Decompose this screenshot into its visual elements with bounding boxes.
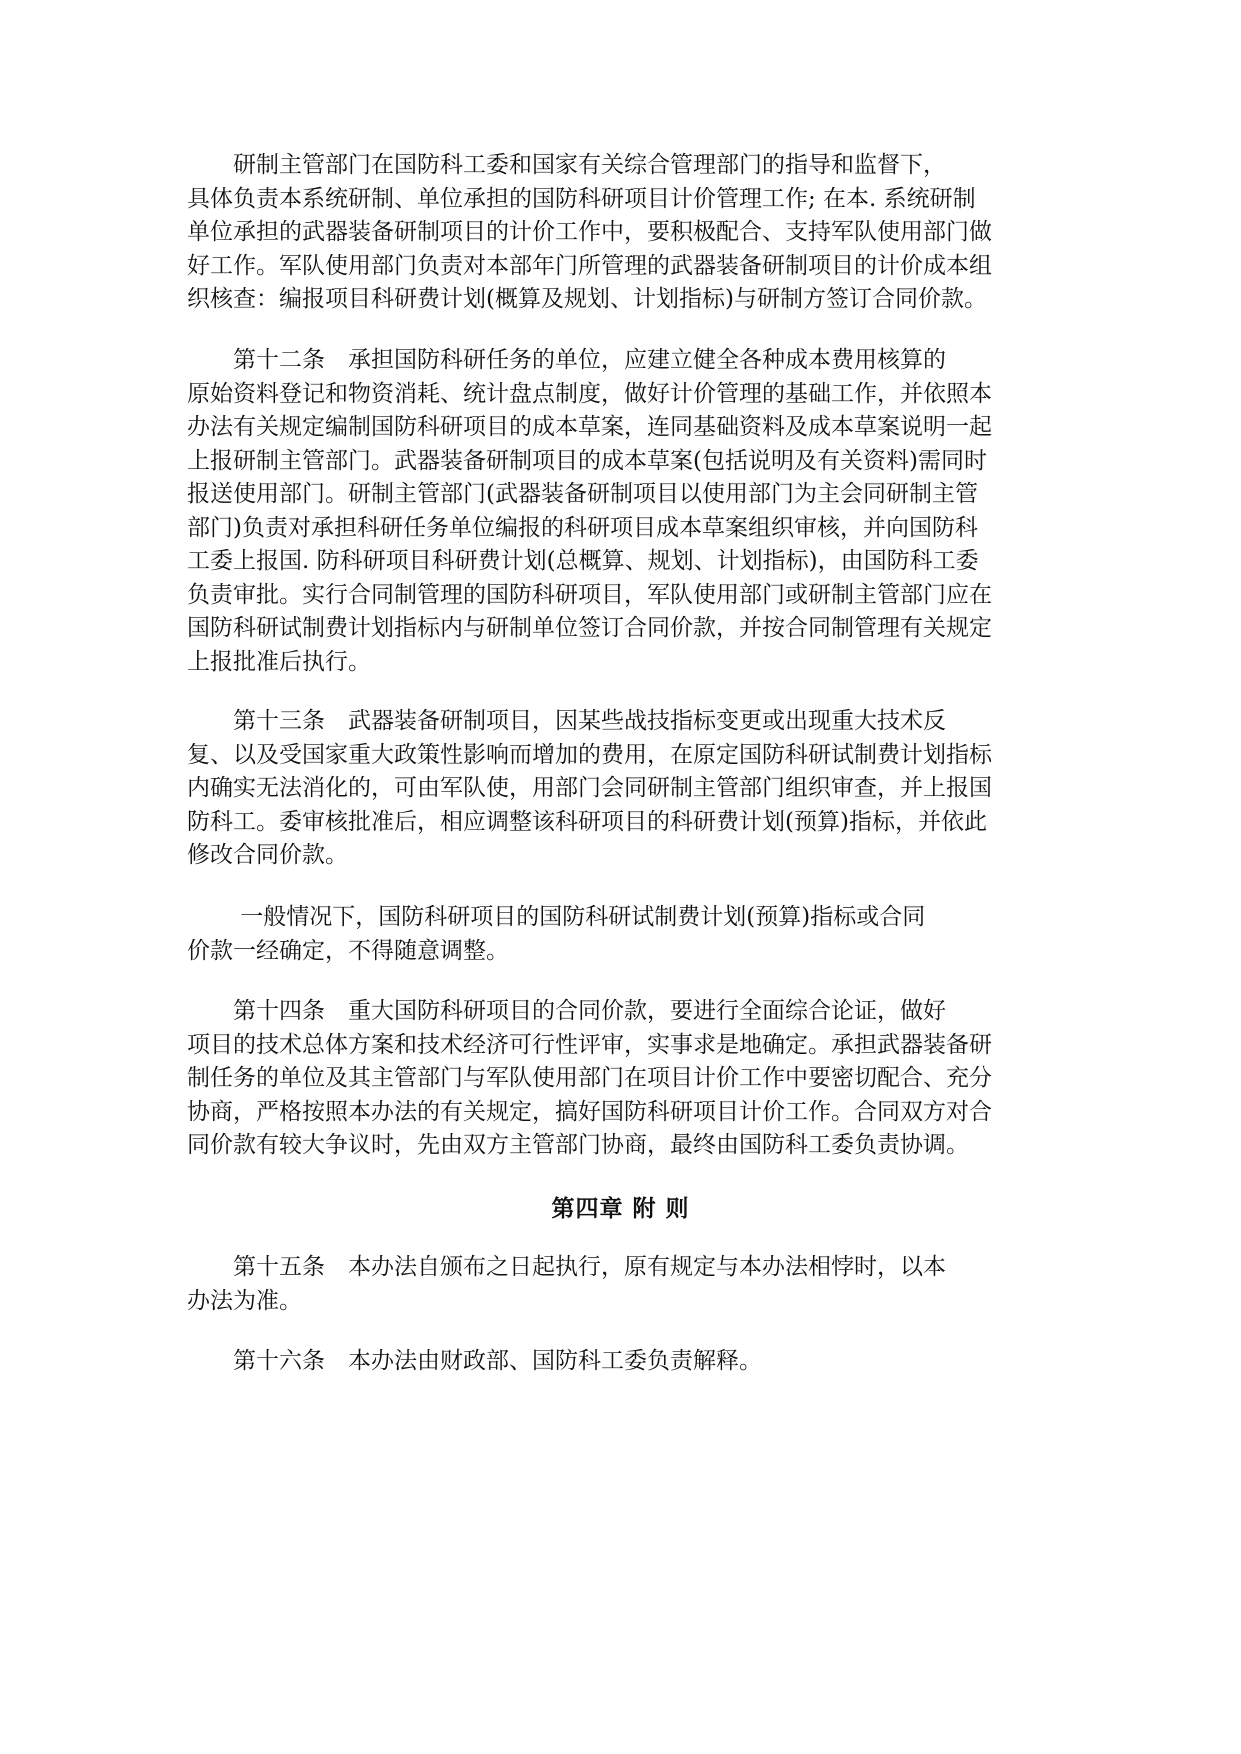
text-line: 同价款有较大争议时，先由双方主管部门协商，最终由国防科工委负责协调。 (187, 1132, 969, 1158)
text-line: 具体负责本系统研制、单位承担的国防科研项目计价管理工作; 在本. 系统研制 (187, 185, 976, 212)
paragraph-article-12 (187, 344, 1049, 679)
text-line: 好工作。军队使用部门负责对本部年门所管理的武器装备研制项目的计价成本组 (187, 252, 992, 279)
paragraph-article-13 (187, 705, 1049, 873)
text-line: 第十六条 本办法由财政部、国防科工委负责解释。 (187, 1348, 762, 1374)
chapter-heading: 第四章 附 则 (551, 1195, 690, 1222)
text-line: 复、以及受国家重大政策性影响而增加的费用，在原定国防科研试制费计划指标 (187, 741, 992, 768)
text-line: 织核查：编报项目科研费计划(概算及规划、计划指标)与研制方签订合同价款。 (187, 286, 987, 312)
text-line: 第十四条 重大国防科研项目的合同价款，要进行全面综合论证，做好 (187, 998, 946, 1024)
text-line: 第十五条 本办法自颁布之日起执行，原有规定与本办法相悖时，以本 (187, 1254, 946, 1280)
text-line: 修改合同价款。 (187, 842, 348, 868)
text-line: 价款一经确定，不得随意调整。 (187, 937, 509, 964)
text-line: 第十二条 承担国防科研任务的单位，应建立健全各种成本费用核算的 (187, 347, 946, 373)
text-line: 项目的技术总体方案和技术经济可行性评审，实事求是地确定。承担武器装备研 (187, 1031, 992, 1058)
text-line: 研制主管部门在国防科工委和国家有关综合管理部门的指导和监督下， (187, 152, 946, 178)
text-line: 上报批准后执行。 (187, 648, 371, 675)
text-line: 部门)负责对承担科研任务单位编报的科研项目成本草案组织审核，并向国防科 (187, 514, 978, 541)
text-line: 工委上报国. 防科研项目科研费计划(总概算、规划、计划指标)，由国防科工委 (187, 548, 979, 574)
text-line: 国防科研试制费计划指标内与研制单位签订合同价款，并按合同制管理有关规定 (187, 615, 992, 641)
text-line: 内确实无法消化的，可由军队使，用部门会同研制主管部门组织审查，并上报国 (187, 775, 992, 801)
text-line: 一般情况下，国防科研项目的国防科研试制费计划(预算)指标或合同 (187, 904, 926, 930)
paragraph-article-14 (187, 995, 1049, 1163)
text-line: 办法有关规定编制国防科研项目的成本草案，连同基础资料及成本草案说明一起 (187, 414, 992, 440)
paragraph-supervision (187, 149, 1049, 317)
text-line: 原始资料登记和物资消耗、统计盘点制度，做好计价管理的基础工作，并依照本 (187, 380, 992, 407)
text-line: 报送使用部门。研制主管部门(武器装备研制项目以使用部门为主会同研制主管 (187, 481, 978, 507)
text-line: 办法为准。 (187, 1287, 302, 1314)
text-line: 上报研制主管部门。武器装备研制项目的成本草案(包括说明及有关资料)需同时 (187, 447, 987, 474)
text-line: 制任务的单位及其主管部门与军队使用部门在项目计价工作中要密切配合、充分 (187, 1065, 992, 1091)
text-line: 防科工。委审核批准后，相应调整该科研项目的科研费计划(预算)指标，并依此 (187, 808, 987, 835)
paragraph-general-case (187, 901, 1049, 968)
text-line: 负责审批。实行合同制管理的国防科研项目，军队使用部门或研制主管部门应在 (187, 581, 992, 608)
paragraph-article-16 (187, 1345, 1049, 1379)
paragraph-article-15 (187, 1251, 1049, 1318)
text-line: 协商，严格按照本办法的有关规定，搞好国防科研项目计价工作。合同双方对合 (187, 1098, 992, 1125)
text-line: 第十三条 武器装备研制项目，因某些战技指标变更或出现重大技术反 (187, 708, 946, 734)
text-line: 单位承担的武器装备研制项目的计价工作中，要积极配合、支持军队使用部门做 (187, 219, 992, 245)
